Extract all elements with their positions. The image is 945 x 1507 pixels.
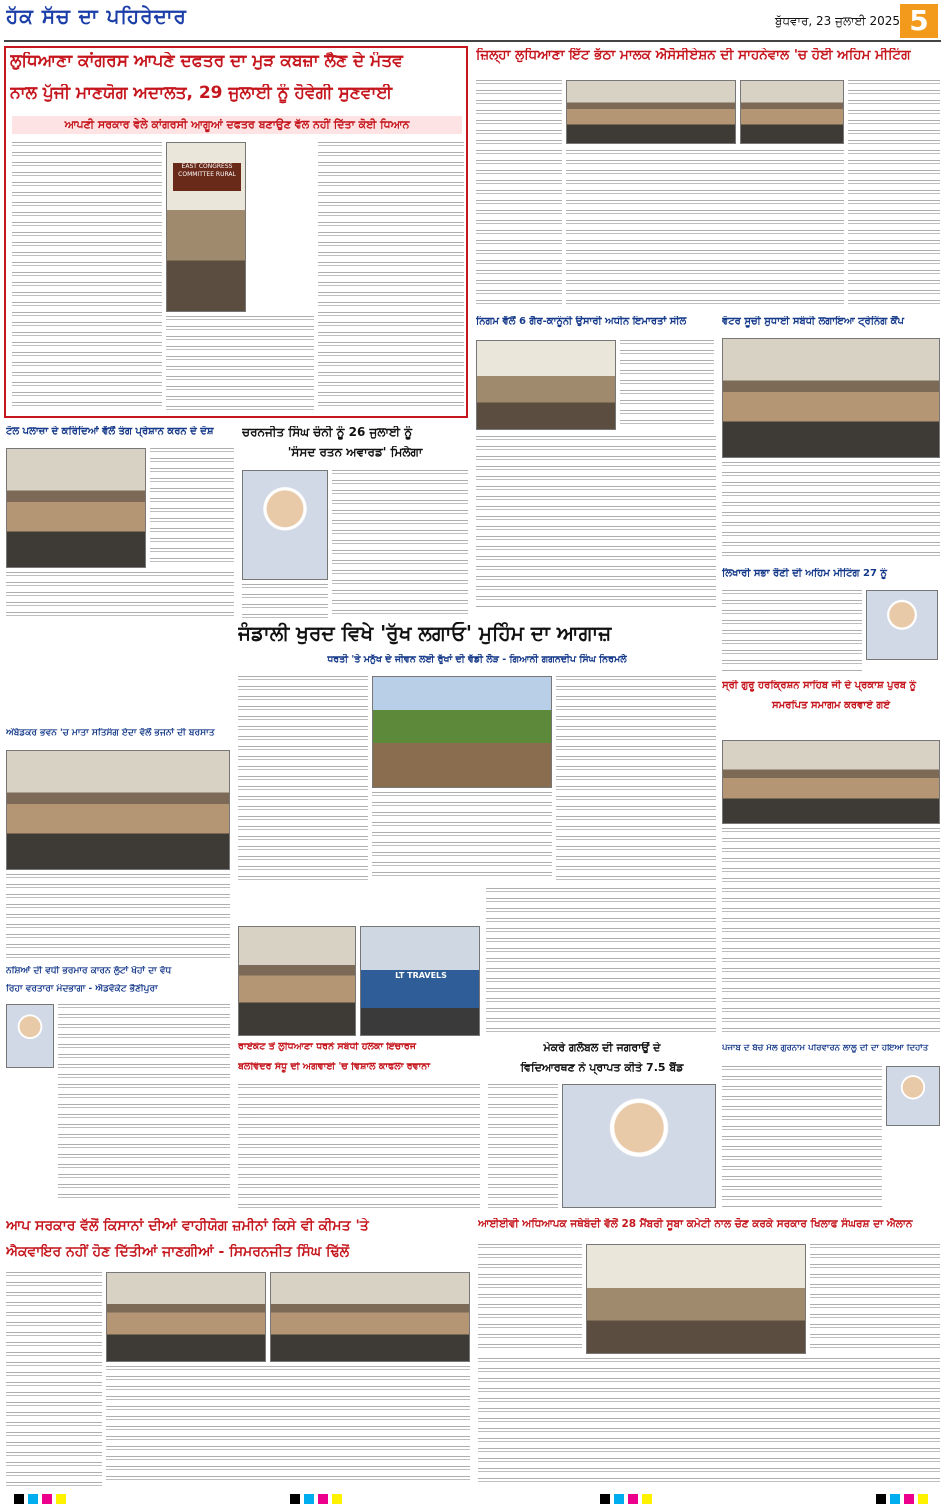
article-photo — [106, 1272, 266, 1362]
article-body — [332, 470, 468, 618]
article-land-acquisition — [4, 1216, 472, 1488]
article-body — [722, 828, 940, 1036]
article-headline-line1: ਮੇਕਰੇ ਗਲੋਬਲ ਦੀ ਜਗਰਾਉਂ ਦੇ — [543, 1042, 661, 1054]
article-brick-kiln — [474, 46, 942, 308]
article-photo — [886, 1066, 940, 1126]
article-headline-line2: ਵਿਦਿਆਰਥਣ ਨੇ ਪ੍ਰਾਪਤ ਕੀਤੇ 7.5 ਬੈਂਡ — [520, 1062, 684, 1074]
article-subhead: ਧਰਤੀ 'ਤੇ ਮਨੁੱਖ ਦੇ ਜੀਵਨ ਲਈ ਰੁੱਖਾਂ ਦੀ ਵੱਡੀ ਲੋੜ - ਗਿਆਨੀ ਗਗਨਦੀਪ ਸਿੰਘ ਨਿਰਮਲੇ — [327, 654, 627, 665]
registration-mark — [332, 1494, 342, 1504]
article-headline: ਜ਼ਿਲ੍ਹਾ ਲੁਧਿਆਣਾ ਇੱਟ ਭੱਠਾ ਮਾਲਕ ਐਸੋਸੀਏਸ਼ਨ ਦੀ ਸਾਹਨੇਵਾਲ 'ਚ ਹੋਈ ਅਹਿਮ ਮੀਟਿੰਗ — [476, 48, 911, 63]
article-headline: ਨਿਗਮ ਵੱਲੋਂ 6 ਗੈਰ-ਕਾਨੂੰਨੀ ਉਸਾਰੀ ਅਧੀਨ ਇਮਾਰਤਾਂ ਸੀਲ — [476, 316, 687, 327]
article-body — [476, 80, 562, 306]
article-body — [150, 448, 234, 568]
article-headline: ਅੰਬੇਡਕਰ ਭਵਨ 'ਚ ਮਾਤਾ ਸਤਿਸੰਗ ਏਦਾ ਵੱਲੋਂ ਭਜਨਾਂ ਦੀ ਬਰਸਾਤ — [6, 728, 215, 738]
registration-mark — [14, 1494, 24, 1504]
article-photo — [476, 340, 616, 430]
article-body — [722, 1066, 882, 1208]
article-likhari-sabha — [720, 566, 942, 674]
article-photo — [6, 1004, 54, 1068]
article-guru-harkrishan — [720, 678, 942, 1038]
article-channi-award — [240, 424, 470, 620]
article-tree-plantation — [236, 620, 718, 884]
article-body — [242, 584, 328, 618]
article-headline-line1: ਆਪ ਸਰਕਾਰ ਵੱਲੋਂ ਕਿਸਾਨਾਂ ਦੀਆਂ ਵਾਹੀਯੋਗ ਜ਼ਮੀਨਾਂ ਕਿਸੇ ਵੀ ਕੀਮਤ 'ਤੇ — [6, 1218, 369, 1234]
article-body — [238, 676, 368, 882]
article-body — [722, 590, 862, 672]
registration-mark — [290, 1494, 300, 1504]
article-photo — [166, 142, 246, 312]
article-body — [488, 1084, 558, 1208]
registration-mark — [918, 1494, 928, 1504]
article-body — [166, 316, 314, 412]
article-body — [620, 340, 714, 430]
article-headline-line2: ਐਕਵਾਇਰ ਨਹੀਂ ਹੋਣ ਦਿੱਤੀਆਂ ਜਾਣਗੀਆਂ - ਸਿਮਰਨਜੀਤ ਸਿੰਘ ਢਿੱਲੋਂ — [6, 1244, 350, 1260]
registration-mark — [28, 1494, 38, 1504]
page-number: 5 — [900, 4, 938, 38]
article-headline: ਆਈਈਵੀ ਅਧਿਆਪਕ ਜਥੇਬੰਦੀ ਵੱਲੋਂ 28 ਮੈਂਬਰੀ ਸੂਬਾ ਕਮੇਟੀ ਨਾਲ ਚੋਣ ਕਰਕੇ ਸਰਕਾਰ ਖਿਲਾਫ ਸੰਘਰਸ਼ ਦਾ ਐਲਾਨ — [478, 1218, 913, 1230]
article-body — [58, 1004, 230, 1202]
registration-mark — [628, 1494, 638, 1504]
article-body — [556, 676, 716, 882]
masthead-title: ਹੱਕ ਸੱਚ ਦਾ ਪਹਿਰੇਦਾਰ — [6, 4, 187, 28]
article-headline-line1: ਰਾਏਕੋਟ ਤੋਂ ਲੁਧਿਆਣਾ ਧਰਨੇ ਸਬੰਧੀ ਹਲਕਾ ਇੰਚਾਰਜ — [238, 1042, 416, 1052]
article-voter-list — [720, 312, 942, 562]
article-congress-office — [4, 46, 468, 418]
article-body — [486, 888, 716, 1036]
article-drugs — [4, 964, 232, 1204]
article-body — [318, 142, 464, 412]
article-body — [722, 462, 940, 560]
article-raikot-caravan — [236, 924, 482, 1210]
article-body — [12, 142, 162, 412]
article-body — [6, 874, 230, 958]
article-body — [848, 80, 940, 306]
registration-mark — [876, 1494, 886, 1504]
article-headline-line2: ਰਿਹਾ ਵਰਤਾਰਾ ਮੰਦਭਾਗਾ - ਐਡਵੋਕੇਟ ਭੈਣੀਪੁਰਾ — [6, 984, 158, 994]
article-headline-line2: 'ਸੰਸਦ ਰਤਨ ਅਵਾਰਡ' ਮਿਲੇਗਾ — [287, 446, 423, 459]
article-photo — [586, 1244, 806, 1354]
article-headline: ਜੰਡਾਲੀ ਖੁਰਦ ਵਿਖੇ 'ਰੁੱਖ ਲਗਾਓ' ਮੁਹਿੰਮ ਦਾ ਆਗਾਜ਼ — [238, 622, 612, 645]
article-photo — [566, 80, 736, 144]
article-headline-line1: ਲੁਧਿਆਣਾ ਕਾਂਗਰਸ ਆਪਣੇ ਦਫਤਰ ਦਾ ਮੁੜ ਕਬਜ਼ਾ ਲੈਣ ਦੇ ਮੰਤਵ — [10, 52, 403, 71]
article-body — [6, 572, 234, 618]
article-photo — [722, 740, 940, 824]
registration-mark — [318, 1494, 328, 1504]
article-headline-line2: ਨਾਲ ਪੁੱਜੀ ਮਾਣਯੋਗ ਅਦਾਲਤ, 29 ਜੁਲਾਈ ਨੂੰ ਹੋਵੇਗੀ ਸੁਣਵਾਈ — [10, 84, 393, 103]
article-ete-teachers — [476, 1216, 942, 1488]
article-headline: ਵੋਟਰ ਸੂਚੀ ਸੁਧਾਈ ਸਬੰਧੀ ਲਗਾਇਆ ਟ੍ਰੇਨਿੰਗ ਕੈਂਪ — [722, 316, 904, 327]
article-photo — [6, 448, 146, 568]
article-body — [566, 150, 844, 306]
registration-mark — [614, 1494, 624, 1504]
photo-sign: EAST CONGRESS COMMITTEE RURAL — [173, 163, 241, 191]
article-photo — [562, 1084, 716, 1208]
article-body — [106, 1366, 470, 1486]
masthead-rule — [4, 40, 941, 42]
article-photo — [360, 926, 480, 1036]
article-body — [6, 1272, 102, 1486]
registration-mark — [304, 1494, 314, 1504]
article-photo — [242, 470, 328, 580]
article-ambedkar-bhawan — [4, 726, 232, 960]
article-headline-line2: ਬਲਵਿੰਦਰ ਸੰਧੂ ਦੀ ਅਗਵਾਈ 'ਚ ਵਿਸ਼ਾਲ ਕਾਫਲਾ ਰਵਾਨਾ — [238, 1062, 430, 1072]
masthead-date: ਬੁੱਧਵਾਰ, 23 ਜੁਲਾਈ 2025 — [774, 14, 900, 28]
article-headline: ਪੰਜਾਬ ਦੇ ਬੱਚੇ ਮੱਲ ਗੁਰਨਾਮ ਪਰਿਵਾਰਨ ਲਾਲੂ ਦੀ ਦਾ ਹੋਇਆ ਦਿਹਾਂਤ — [722, 1044, 929, 1053]
article-body — [810, 1244, 940, 1354]
article-body — [478, 1358, 940, 1486]
article-headline-line2: ਸਮਰਪਿਤ ਸਮਾਗਮ ਕਰਵਾਏ ਗਏ — [772, 700, 890, 711]
article-body — [478, 1244, 582, 1354]
article-body — [238, 1084, 480, 1208]
article-photo — [238, 926, 356, 1036]
article-photo — [6, 750, 230, 870]
article-body — [476, 436, 716, 608]
registration-mark — [56, 1494, 66, 1504]
article-headline-line1: ਨਸ਼ਿਆਂ ਦੀ ਵਧੀ ਭਰਮਾਰ ਕਾਰਨ ਲੁੱਟਾਂ ਖੋਹਾਂ ਦਾ ਵੱਧ — [6, 966, 172, 976]
article-photo — [722, 338, 940, 458]
article-illegal-construction — [474, 312, 716, 432]
article-headline: ਟੋਲ ਪਲਾਜ਼ਾ ਦੇ ਕਰਿੰਦਿਆਂ ਵੱਲੋਂ ਤੰਗ ਪ੍ਰੇਸ਼ਾਨ ਕਰਨ ਦੇ ਦੋਸ਼ — [6, 426, 214, 437]
article-toll-plaza — [4, 424, 236, 620]
registration-mark — [890, 1494, 900, 1504]
registration-mark — [904, 1494, 914, 1504]
registration-mark — [600, 1494, 610, 1504]
article-subhead: ਆਪਣੀ ਸਰਕਾਰ ਵੇਲੇ ਕਾਂਗਰਸੀ ਆਗੂਆਂ ਦਫਤਰ ਬਣਾਉਣ ਵੱਲ ਨਹੀਂ ਦਿੱਤਾ ਕੋਈ ਧਿਆਨ — [12, 116, 462, 134]
article-headline-line1: ਚਰਨਜੀਤ ਸਿੰਘ ਚੰਨੀ ਨੂੰ 26 ਜੁਲਾਈ ਨੂੰ — [242, 426, 413, 439]
article-headline-line1: ਸ੍ਰੀ ਗੁਰੂ ਹਰਕ੍ਰਿਸ਼ਨ ਸਾਹਿਬ ਜੀ ਦੇ ਪ੍ਰਕਾਸ਼ ਪੁਰਬ ਨੂੰ — [722, 680, 917, 691]
article-photo — [740, 80, 844, 144]
article-photo — [866, 590, 938, 660]
article-makers-global — [486, 1040, 718, 1210]
bus-sign: LT TRAVELS — [395, 971, 447, 980]
article-headline: ਲਿਖਾਰੀ ਸਭਾ ਰੌਣੀ ਦੀ ਅਹਿਮ ਮੀਟਿੰਗ 27 ਨੂੰ — [722, 568, 887, 579]
registration-strip — [0, 1490, 945, 1507]
article-body — [372, 792, 552, 882]
article-photo — [372, 676, 552, 788]
article-photo — [270, 1272, 470, 1362]
registration-mark — [642, 1494, 652, 1504]
registration-mark — [42, 1494, 52, 1504]
article-punjab-loss — [720, 1042, 942, 1210]
